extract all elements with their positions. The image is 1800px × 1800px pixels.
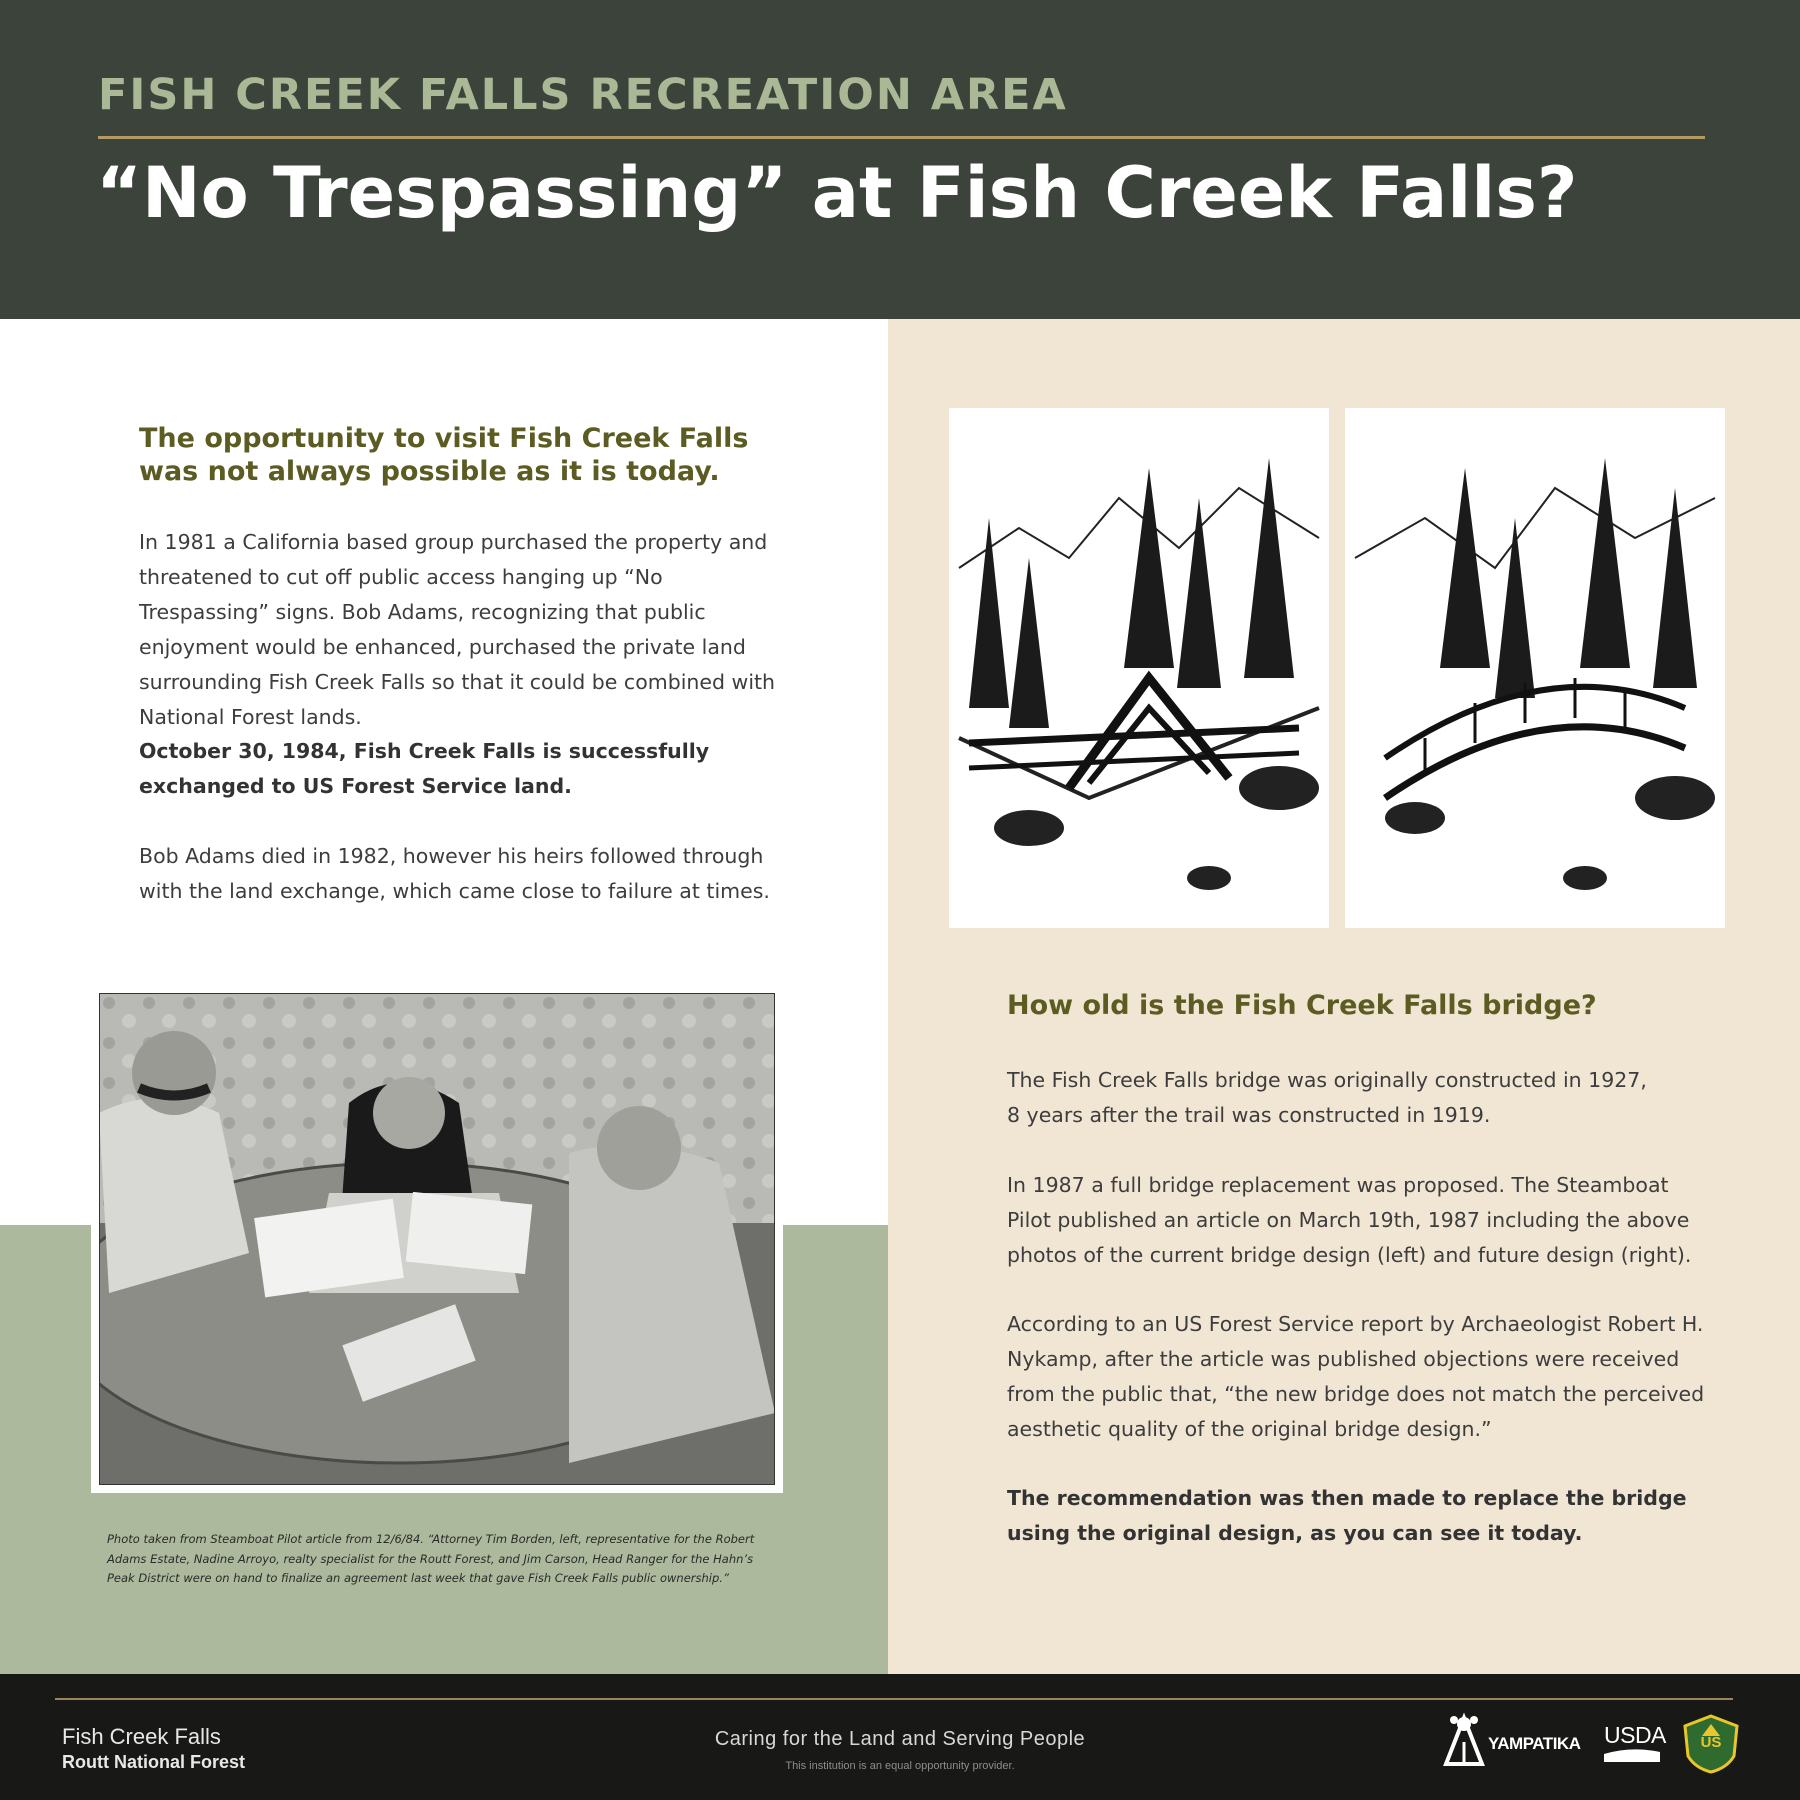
recommendation-paragraph: The recommendation was then made to replace the bridge using the original design, as you can see it today.: [1007, 1486, 1687, 1545]
tree-person-icon: [1440, 1712, 1488, 1772]
left-heading-line-1: The opportunity to visit Fish Creek Falls: [139, 423, 749, 454]
left-section-heading: [139, 422, 779, 488]
equal-opportunity-statement: This institution is an equal opportunity provider.: [785, 1760, 1015, 1772]
header-banner: [0, 0, 1800, 319]
original-bridge-sketch: [949, 408, 1329, 928]
yampatika-logo: [1440, 1712, 1580, 1772]
page-title: “No Trespassing” at Fish Creek Falls?: [96, 152, 1578, 234]
historic-photo: [91, 985, 783, 1493]
yampatika-wordmark: YAMPATIKA: [1488, 1734, 1581, 1753]
footer-forest-name: Routt National Forest: [62, 1752, 245, 1772]
report-paragraph: According to an US Forest Service report by Archaeologist Robert H. Nykamp, after the article was published objections were received from the public that, “the new bridge does not match the perceived aesthetic quality of the original bridge design.”: [1007, 1312, 1705, 1441]
original-bridge-drawing: [949, 408, 1329, 928]
area-name: FISH CREEK FALLS RECREATION AREA: [98, 70, 1068, 120]
exchange-date-paragraph: October 30, 1984, Fish Creek Falls is successfully exchanged to US Forest Service land.: [139, 739, 710, 798]
header-divider: [98, 136, 1705, 139]
replacement-paragraph: In 1987 a full bridge replacement was proposed. The Steamboat Pilot published an article on March 19th, 1987 including the above photos of the current bridge design (left) and future design (right).: [1007, 1173, 1692, 1267]
proposed-bridge-drawing: [1345, 408, 1725, 928]
photo-caption: Photo taken from Steamboat Pilot article from 12/6/84. “Attorney Tim Borden, left, representative for the Robert Adams Estate, Nadine Arroyo, realty specialist for the Routt Forest, and Jim Carson, Head Ranger for the Hahn’s Peak District were on hand to finalize an agreement last week that gave Fish Creek Falls public ownership.”: [107, 1532, 755, 1585]
usda-logo: [1602, 1722, 1664, 1766]
usda-field-icon: [1602, 1722, 1664, 1766]
footer-tagline: Caring for the Land and Serving People: [714, 1728, 1086, 1750]
footer-divider: [55, 1698, 1733, 1700]
bridge-age-line-1: The Fish Creek Falls bridge was originally constructed in 1927,: [1007, 1068, 1647, 1092]
forest-service-logo: [1682, 1714, 1740, 1774]
bridge-section-heading: How old is the Fish Creek Falls bridge?: [1007, 990, 1597, 1021]
footer: [0, 1674, 1800, 1800]
left-heading-line-2: was not always possible as it is today.: [139, 456, 720, 487]
bridge-age-paragraph: [1007, 1063, 1707, 1133]
proposed-bridge-sketch: [1345, 408, 1725, 928]
usda-wordmark: USDA: [1604, 1722, 1666, 1748]
history-paragraph: In 1981 a California based group purchased the property and threatened to cut off public access hanging up “No Trespassing” signs. Bob Adams, recognizing that public enjoyment would be enhanced, purchased the private land surrounding Fish Creek Falls so that it could be combined with National Forest lands.: [139, 530, 776, 729]
heirs-paragraph: Bob Adams died in 1982, however his heirs followed through with the land exchange, which came close to failure at times.: [139, 844, 770, 903]
footer-site-name: Fish Creek Falls: [62, 1724, 221, 1749]
bridge-age-line-2: 8 years after the trail was constructed in 1919.: [1007, 1103, 1491, 1127]
meeting-photo-illustration: [99, 993, 775, 1485]
forest-service-initials: US: [1700, 1734, 1722, 1751]
